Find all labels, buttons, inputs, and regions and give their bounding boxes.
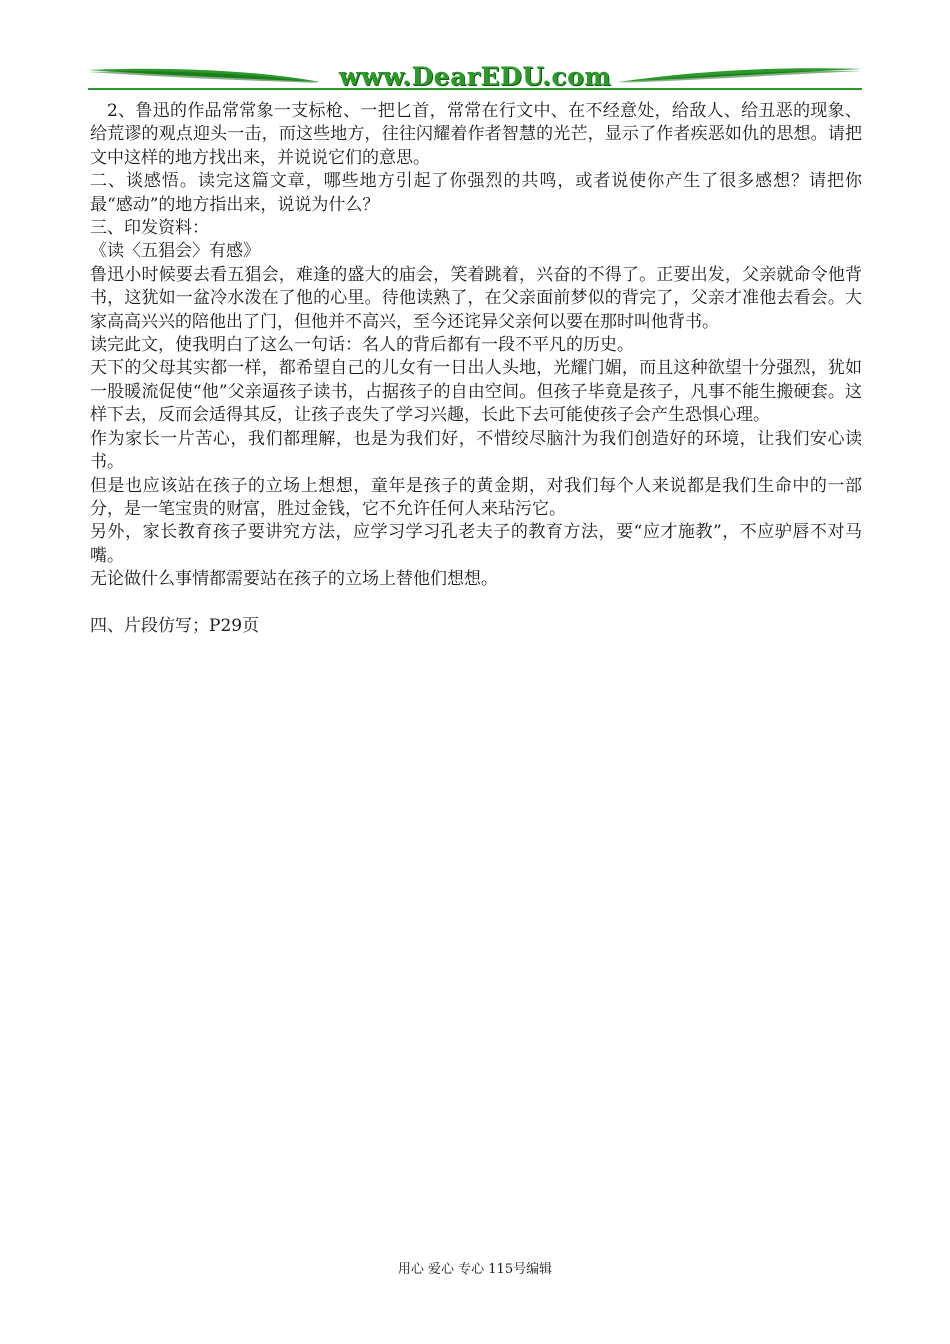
paragraph-essay-1: 鲁迅小时候要去看五猖会，难逢的盛大的庙会，笑着跳着，兴奋的不得了。正要出发，父亲就命令他背书，这犹如一盆冷水泼在了他的心里。待他读熟了，在父亲面前梦似的背完了，父亲才准他去看会。大家高高兴兴的陪他出了门，但他并不高兴，至今还诧异父亲何以要在那时叫他背书。	[90, 264, 862, 332]
paragraph-section-3-heading: 三、印发资料：	[90, 218, 209, 239]
paragraph-question-2: 2、鲁迅的作品常常象一支标枪、一把匕首，常常在行文中、在不经意处，给敌人、给丑恶的现象、给荒谬的观点迎头一击，而这些地方，往往闪耀着作者智慧的光芒，显示了作者疾恶如仇的思想。请把文中这样的地方找出来，并说说它们的意思。	[90, 101, 862, 168]
page-header	[88, 58, 862, 98]
paragraph-section-2: 二、谈感悟。读完这篇文章，哪些地方引起了你强烈的共鸣，或者说使你产生了很多感想？请把你最“感动”的地方指出来，说说为什么？	[90, 171, 862, 215]
paragraph-section-4: 四、片段仿写；P29页	[90, 615, 260, 636]
paragraph-essay-5: 但是也应该站在孩子的立场上想想，童年是孩子的黄金期，对我们每个人来说都是我们生命中的一部分，是一笔宝贵的财富，胜过金钱，它不允许任何人来玷污它。	[90, 475, 862, 519]
paragraph-essay-4: 作为家长一片苦心，我们都理解，也是为我们好，不惜绞尽脑汁为我们创造好的环境，让我们安心读书。	[90, 428, 862, 473]
paragraph-essay-7: 无论做什么事情都需要站在孩子的立场上替他们想想。	[90, 569, 498, 590]
paragraph-essay-title: 《读〈五猖会〉有感》	[90, 241, 260, 262]
site-logo-text: www.DearEDU.com	[338, 62, 612, 91]
page-footer: 用心 爱心 专心 115号编辑	[397, 1262, 553, 1277]
blank-line	[90, 592, 862, 615]
paragraph-essay-2: 读完此文，使我明白了这么一句话：名人的背后都有一段不平凡的历史。	[90, 335, 634, 356]
paragraph-essay-6: 另外，家长教育孩子要讲究方法，应学习学习孔老夫子的教育方法，要“应才施教”，不应驴唇不对马嘴。	[90, 522, 862, 566]
document-body	[90, 100, 862, 638]
paragraph-essay-3: 天下的父母其实都一样，都希望自己的儿女有一日出人头地，光耀门媚，而且这种欲望十分强烈，犹如一股暖流促使“他”父亲逼孩子读书，占据孩子的自由空间。但孩子毕竟是孩子，凡事不能生搬硬套。这样下去，反而会适得其反，让孩子丧失了学习兴趣，长此下去可能使孩子会产生恐惧心理。	[90, 358, 862, 426]
